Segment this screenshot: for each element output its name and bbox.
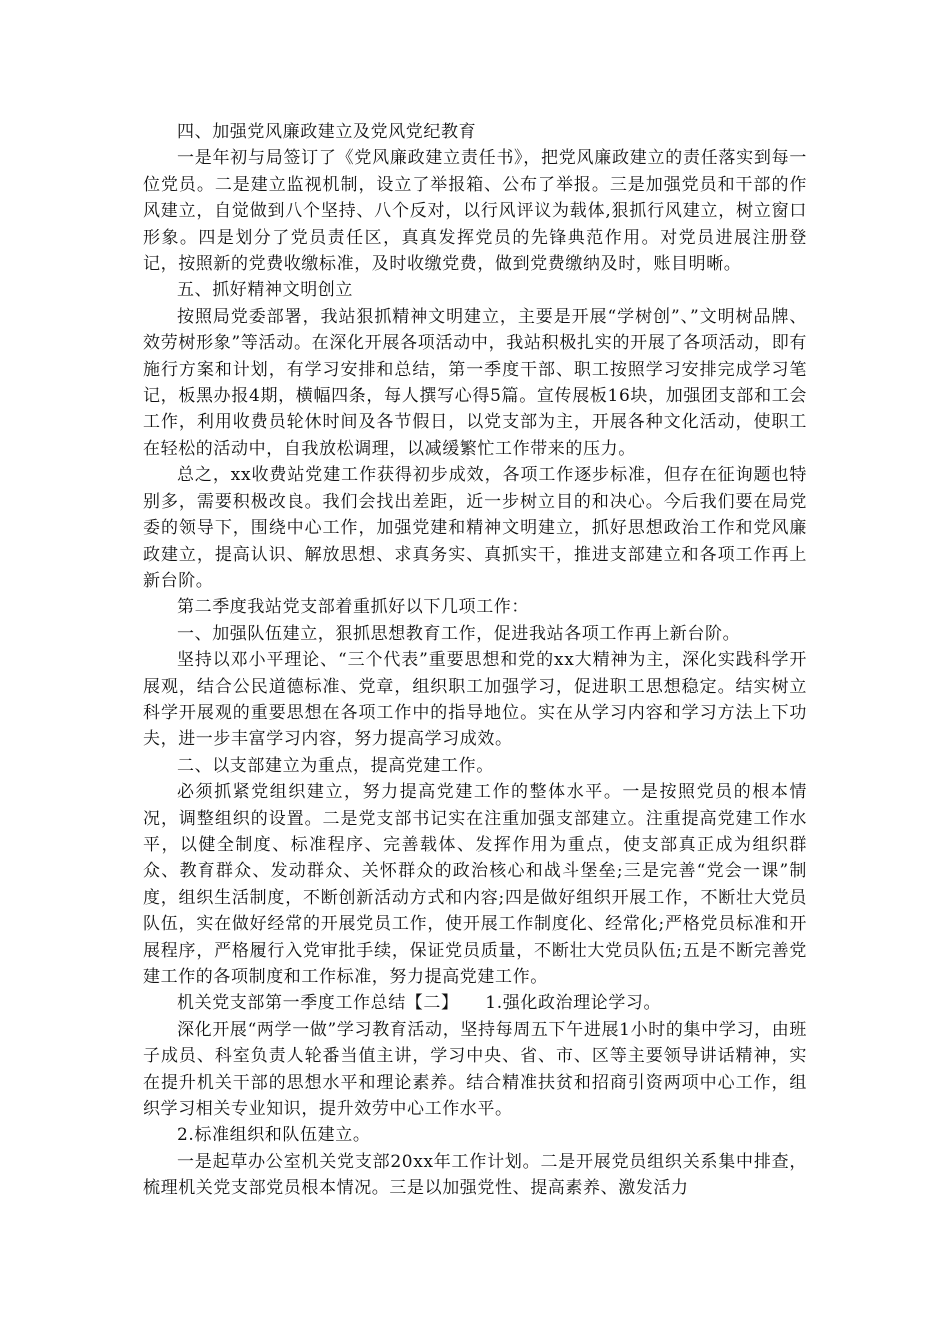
body-paragraph: 第二季度我站党支部着重抓好以下几项工作：: [177, 597, 529, 618]
body-paragraph: 总之，xx收费站党建工作获得初步成效，各项工作逐步标准，但存在征询题也特别多，需要积极改良。我们会找出差距，近一步树立目的和决心。今后我们要在局党委的领导下，围绕中心工作，加强党建和精神文明建立，抓好思想政治工作和党风廉政建立，提高认识、解放思想、求真务实、真抓实干，推进支部建立和各项工作再上新台阶。: [143, 465, 807, 591]
body-paragraph: 一是年初与局签订了《党风廉政建立责任书》，把党风廉政建立的责任落实到每一位党员。二是建立监视机制，设立了举报箱、公布了举报。三是加强党员和干部的作风建立，自觉做到八个坚持、八个反对，以行风评议为载体,狠抓行风建立，树立窗口形象。四是划分了党员责任区，真真发挥党员的先锋典范作用。对党员进展注册登记，按照新的党费收缴标准，及时收缴党费，做到党费缴纳及时，账目明晰。: [143, 148, 807, 275]
section-title: 机关党支部第一季度工作总结【二】 1.强化政治理论学习。: [177, 993, 662, 1014]
body-paragraph: 一是起草办公室机关党支部20xx年工作计划。二是开展党员组织关系集中排查，梳理机关党支部党员根本情况。三是以加强党性、提高素养、激发活力: [143, 1151, 807, 1199]
body-paragraph: 深化开展“两学一做”学习教育活动，坚持每周五下午进展1小时的集中学习，由班子成员、科室负责人轮番当值主讲，学习中央、省、市、区等主要领导讲话精神，实在提升机关干部的思想水平和理论素养。结合精准扶贫和招商引资两项中心工作，组织学习相关专业知识，提升效劳中心工作水平。: [143, 1019, 807, 1120]
section-heading-5: 五、抓好精神文明创立: [177, 280, 353, 301]
section-heading-4: 四、加强党风廉政建立及党风党纪教育: [177, 122, 477, 142]
document-body: [143, 119, 807, 1202]
body-paragraph: 按照局党委部署，我站狠抓精神文明建立，主要是开展“学树创”、”文明树品牌、效劳树形象”等活动。在深化开展各项活动中，我站积极扎实的开展了各项活动，即有施行方案和计划，有学习安排和总结，第一季度干部、职工按照学习安排完成学习笔记，板黑办报4期，横幅四条，每人撰写心得5篇。宣传展板16块，加强团支部和工会工作，利用收费员轮休时间及各节假日，以党支部为主，开展各种文化活动，使职工在轻松的活动中，自我放松调理，以减缓繁忙工作带来的压力。: [143, 306, 807, 459]
section-heading: 二、以支部建立为重点，提高党建工作。: [177, 755, 494, 776]
section-heading: 一、加强队伍建立，狠抓思想教育工作，促进我站各项工作再上新台阶。: [177, 623, 741, 644]
subsection-heading: 2.标准组织和队伍建立。: [177, 1125, 371, 1146]
body-paragraph: 必须抓紧党组织建立，努力提高党建工作的整体水平。一是按照党员的根本情况，调整组织的设置。二是党支部书记实在注重加强支部建立。注重提高党建工作水平，以健全制度、标准程序、完善载体、发挥作用为重点，使支部真正成为组织群众、教育群众、发动群众、关怀群众的政治核心和战斗堡垒;三是完善“党会一课”制度，组织生活制度，不断创新活动方式和内容;四是做好组织开展工作，不断壮大党员队伍，实在做好经常的开展党员工作，使开展工作制度化、经常化;严格党员标准和开展程序，严格履行入党审批手续，保证党员质量，不断壮大党员队伍;五是不断完善党建工作的各项制度和工作标准，努力提高党建工作。: [143, 782, 807, 987]
body-paragraph: 坚持以邓小平理论、“三个代表”重要思想和党的xx大精神为主，深化实践科学开展观，结合公民道德标准、党章，组织职工加强学习，促进职工思想稳定。结实树立科学开展观的重要思想在各项工作中的指导地位。实在从学习内容和学习方法上下功夫，进一步丰富学习内容，努力提高学习成效。: [143, 650, 807, 750]
